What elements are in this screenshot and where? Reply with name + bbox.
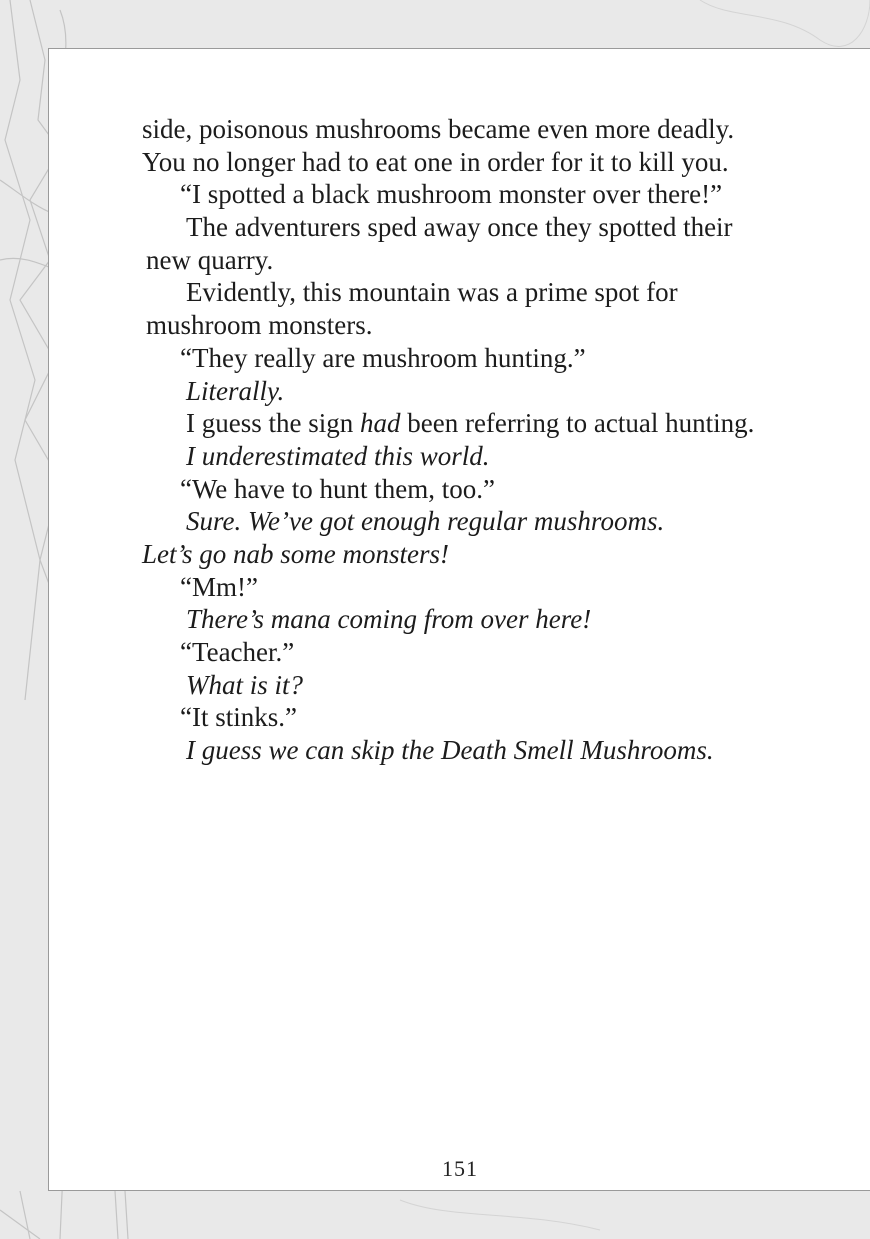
text-line <box>142 407 842 440</box>
dialogue-line: “It stinks.” <box>180 702 297 733</box>
thought-line: I guess we can skip the Death Smell Mushrooms. <box>186 735 714 766</box>
text-line: You no longer had to eat one in order for it to kill you. <box>142 146 729 177</box>
dialogue-line: “I spotted a black mushroom monster over there!” <box>180 179 723 210</box>
body-text <box>142 113 842 767</box>
dialogue-line: “Mm!” <box>180 571 258 602</box>
page-number: 151 <box>442 1156 478 1181</box>
thought-line: I underestimated this world. <box>186 440 490 471</box>
thought-line: Literally. <box>186 375 285 406</box>
thought-line: What is it? <box>186 669 304 700</box>
text-line: mushroom monsters. <box>146 310 373 341</box>
dialogue-line: “They really are mushroom hunting.” <box>180 342 586 373</box>
dialogue-line: “We have to hunt them, too.” <box>180 473 495 504</box>
text-span: I guess the sign <box>186 408 360 439</box>
book-page <box>48 48 870 1191</box>
text-line: The adventurers sped away once they spotted their <box>186 212 733 243</box>
thought-line: There’s mana coming from over here! <box>186 604 592 635</box>
emphasis-span: had <box>359 408 401 439</box>
dialogue-line: “Teacher.” <box>180 637 295 667</box>
thought-line: Let’s go nab some monsters! <box>142 538 450 569</box>
text-line: side, poisonous mushrooms became even more deadly. <box>142 114 735 144</box>
text-line: new quarry. <box>146 244 274 275</box>
text-line: Evidently, this mountain was a prime spot for <box>186 277 678 308</box>
text-span: been referring to actual hunting. <box>400 408 755 439</box>
thought-line: Sure. We’ve got enough regular mushrooms. <box>186 506 665 537</box>
